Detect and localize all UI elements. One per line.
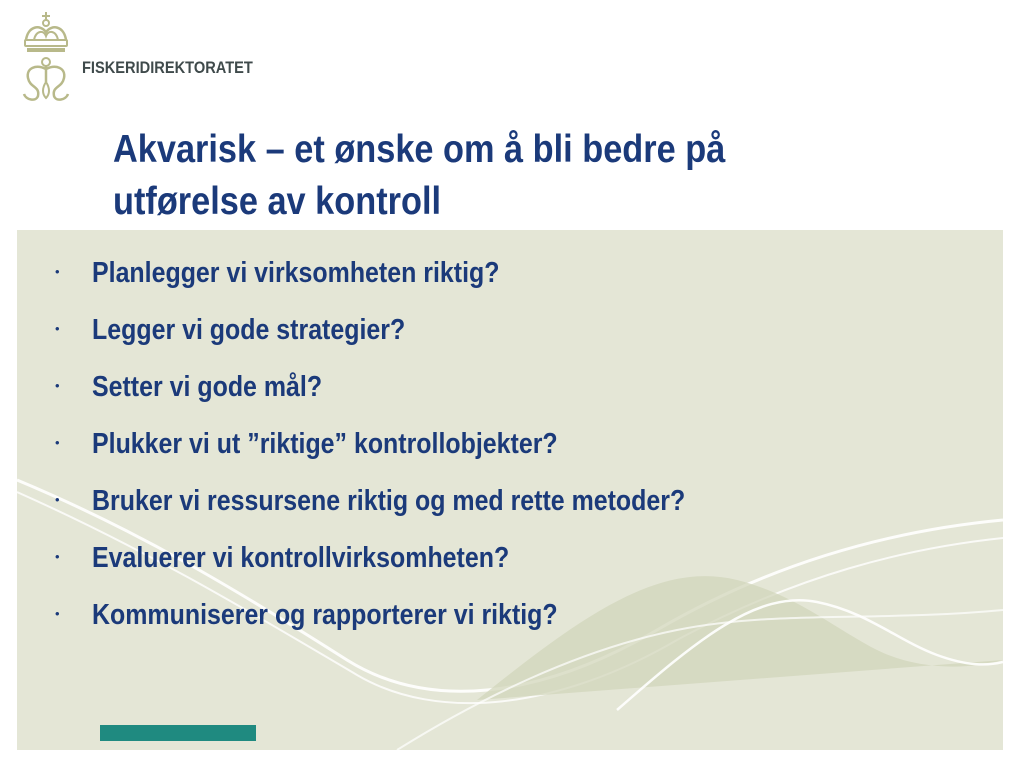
bullet-icon: • [55,264,60,279]
content-panel [17,230,1003,750]
list-item-text: Plukker vi ut ”riktige” kontrollobjekter? [92,428,558,460]
slide-title-line-2: utførelse av kontroll [113,180,442,223]
bullet-icon: • [55,321,60,336]
slide-title-line-1: Akvarisk – et ønske om å bli bedre på [113,128,726,171]
list-item-text: Setter vi gode mål? [92,371,323,403]
list-item-text: Bruker vi ressursene riktig og med rette metoder? [92,485,686,517]
logo [18,12,253,104]
slide-title [113,124,782,228]
bullet-icon: • [55,549,60,564]
accent-bar [100,725,256,741]
bullet-icon: • [55,606,60,621]
bullet-icon: • [55,435,60,450]
bullet-icon: • [55,492,60,507]
crown-mermaid-emblem-icon [18,12,80,102]
list-item-text: Kommuniserer og rapporterer vi riktig? [92,599,558,631]
list-item-text: Planlegger vi virksomheten riktig? [92,257,500,289]
bullet-icon: • [55,378,60,393]
list-item-text: Evaluerer vi kontrollvirksomheten? [92,542,510,574]
list-item-text: Legger vi gode strategier? [92,314,406,346]
organization-name: FISKERIDIREKTORATET [82,58,253,77]
